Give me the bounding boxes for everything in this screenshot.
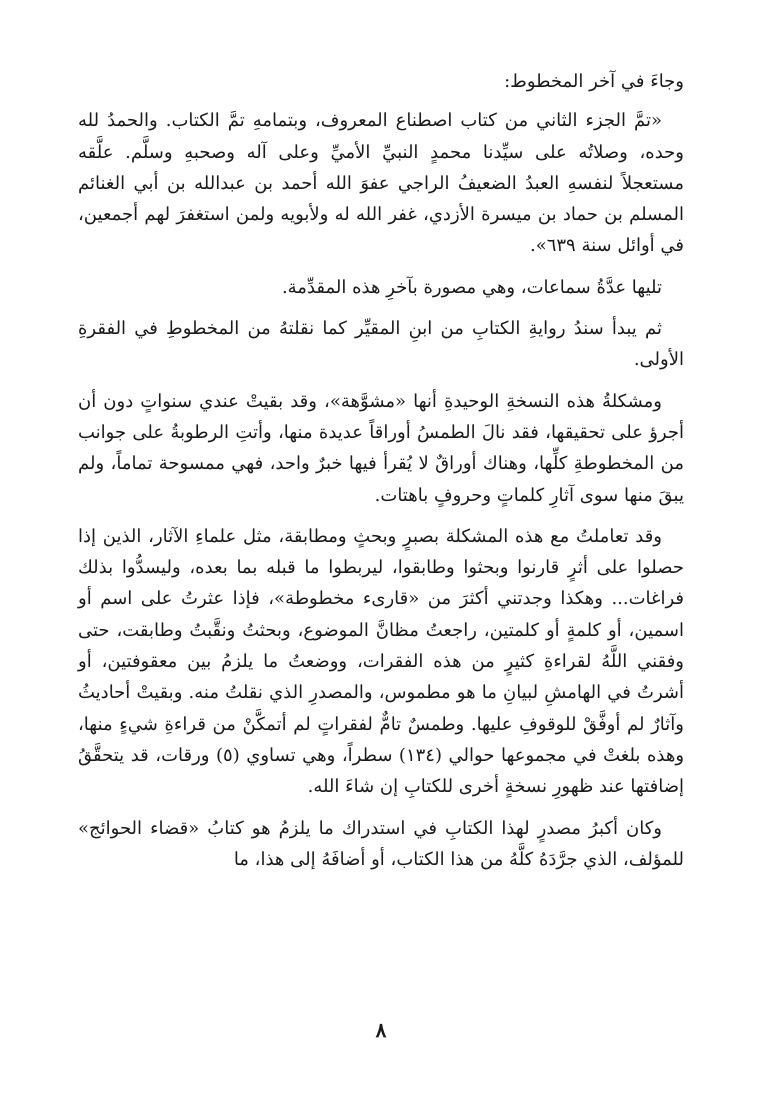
paragraph-method: وقد تعاملتُ مع هذه المشكلة بصبرٍ وبحثٍ ومطابقة، مثل علماءِ الآثار، الذين إذا حصلوا على أثرٍ قارنوا وبحثوا وطابقوا، ليربطوا ما قبله بما بعده، وليسدُّوا بذلك فراغات... وهكذا وجدتني أكثرَ من «قارىء مخطوطة»، فإذا عثرتُ على اسم أو اسمين، أو كلمةٍ أو كلمتين، راجعتُ مظانَّ الموضوع، وبحثتُ ونقَّبتُ وطابقت، حتى وفقني اللَّهُ لقراءةِ كثيرٍ من هذه الفقرات، ووضعتُ ما يلزمُ بين معقوفتين، أو أشرتُ في الهامشِ لبيانِ ما هو مطموس، والمصدرِ الذي نقلتُ منه. وبقيتْ أحاديثُ وآثارٌ لم أوفَّقْ للوقوفِ عليها. وطمسٌ تامٌّ لفقراتٍ لم أتمكَّنْ من قراءةِ شيءٍ منها، وهذه بلغتْ في مجموعها حوالي (١٣٤) سطراً، وهي تساوي (٥) ورقات، قد يتحقَّقُ إضافتها عند ظهورِ نسخةٍ أخرى للكتابِ إن شاءَ الله.	[78, 525, 685, 798]
paragraph-manuscript-problem: ومشكلةُ هذه النسخةِ الوحيدةِ أنها «مشوَّهة»، وقد بقيتْ عندي سنواتٍ دون أن أجرؤ على تحقيقها، فقد نالَ الطمسُ أوراقاً عديدة منها، وأتتِ الرطوبةُ على جوانب من المخطوطةِ كلِّها، وهناك أوراقٌ لا يُقرأ فيها خبرٌ واحد، فهي ممسوحة تماماً، ولم يبقَ منها سوى آثارِ كلماتٍ وحروفٍ باهتات.	[78, 390, 684, 506]
paragraph-colophon-quote: «تمَّ الجزء الثاني من كتاب اصطناع المعروف، وبتمامهِ تمَّ الكتاب. والحمدُ لله وحده، وصلاتُه على سيِّدنا محمدٍ النبيِّ الأميِّ وعلى آله وصحبهِ وسلَّم. علَّقه مستعجلاً لنفسهِ العبدُ الضعيفُ الراجي عفوَ الله أحمد بن عبدالله بن أبي الغنائم المسلم بن حماد بن ميسرة الأزدي، غفر الله له ولأبويه ولمن استغفرَ لهم أجمعين، في أوائل سنة ٦٣٩».	[78, 110, 684, 257]
body-text	[78, 66, 684, 885]
page-number: ٨	[375, 1018, 387, 1042]
paragraph-main-source: وكان أكبرُ مصدرٍ لهذا الكتابِ في استدراك ما يلزمُ هو كتابُ «قضاء الحوائج» للمؤلف، الذي جرَّدَهُ كلَّهُ من هذا الكتاب، أو أضافَهُ إلى هذا، ما	[78, 817, 684, 870]
paragraph-manuscript-ending-intro: وجاءَ في آخر المخطوط:	[504, 71, 684, 92]
paragraph-chain-of-narration: ثم يبدأ سندُ روايةِ الكتابِ من ابنِ المقيِّر كما نقلتهُ من المخطوطِ في الفقرةِ الأولى.	[78, 318, 684, 371]
paragraph-auditions: تليها عدَّةُ سماعات، وهي مصورة بآخرِ هذه المقدِّمة.	[281, 276, 662, 298]
